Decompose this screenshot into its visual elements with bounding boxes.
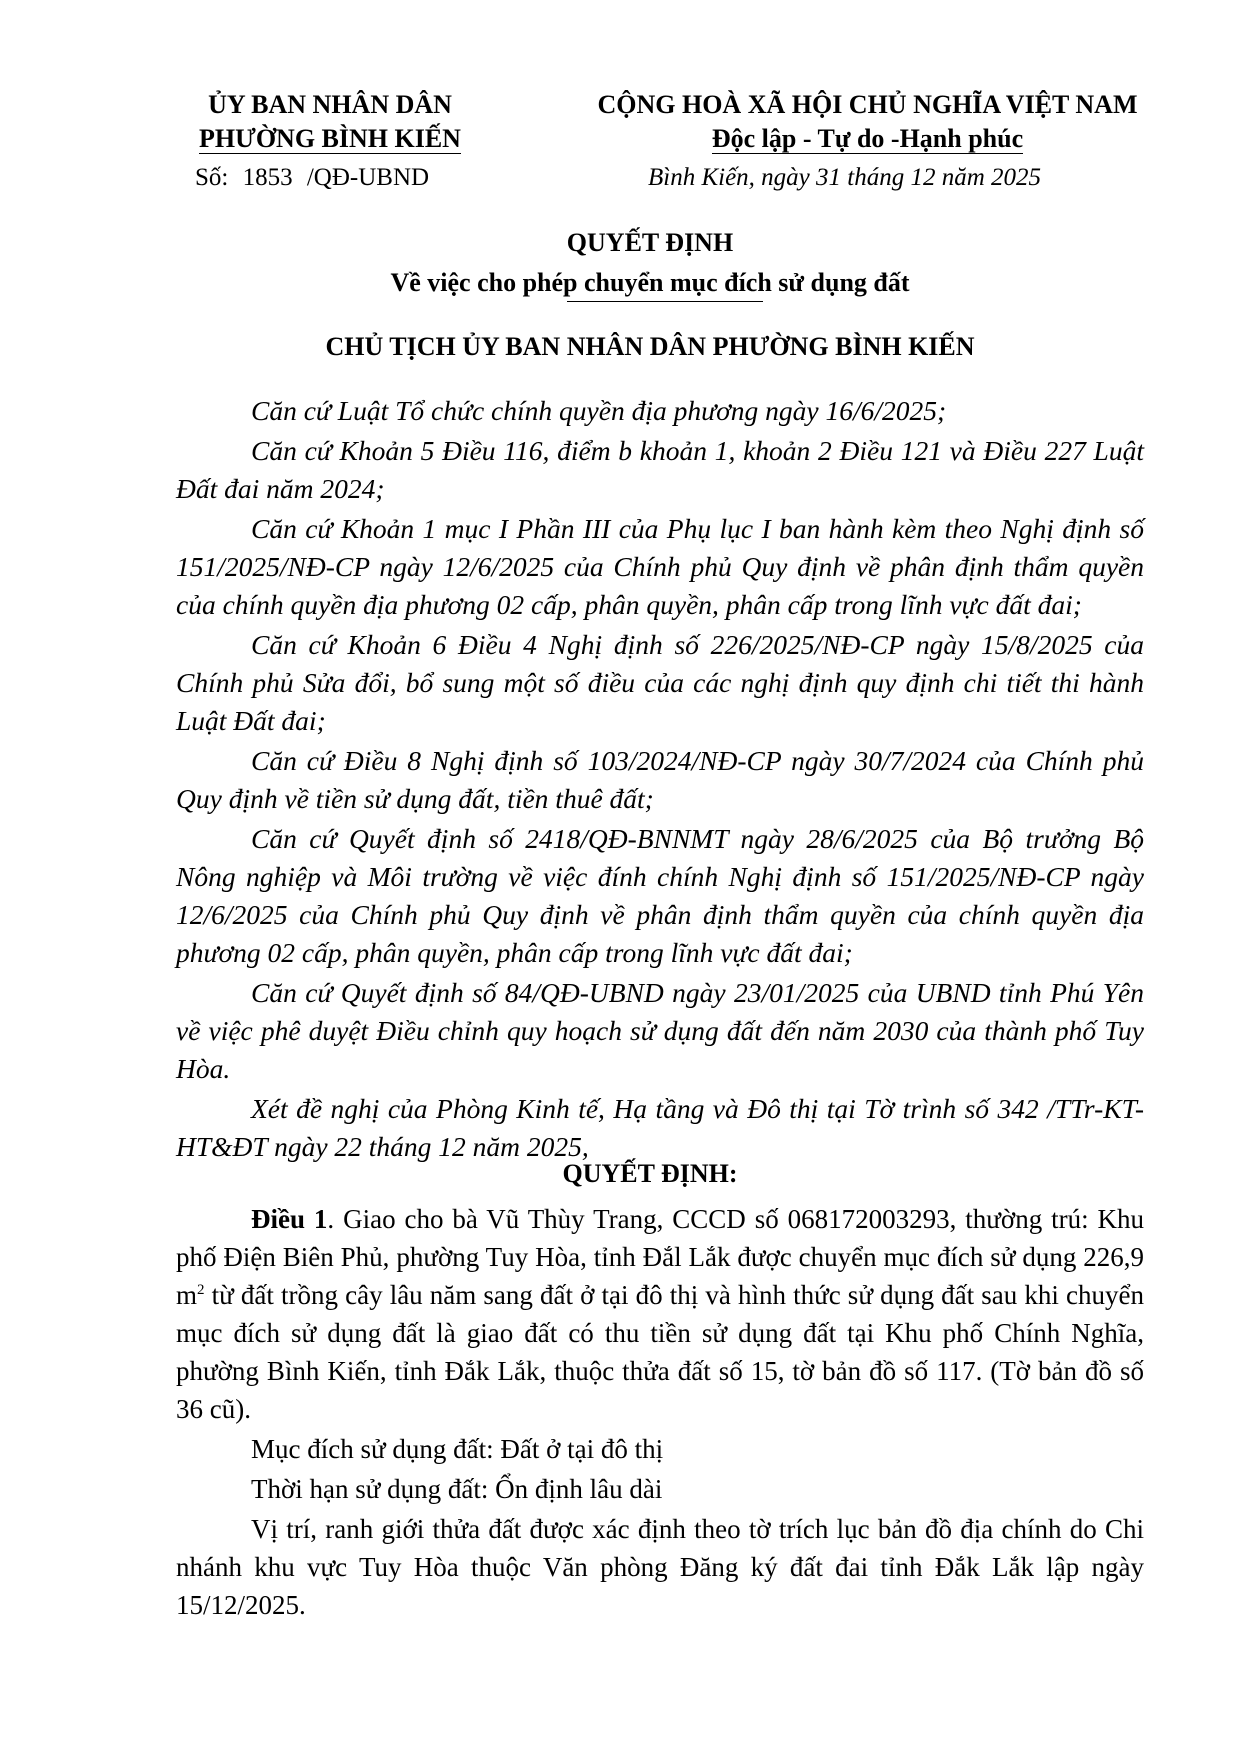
document-title: QUYẾT ĐỊNH (566, 228, 734, 257)
authority-line-2: PHƯỜNG BÌNH KIẾN (199, 124, 461, 153)
issue-date: Bình Kiến, ngày 31 tháng 12 năm 2025 (648, 164, 1042, 191)
authority-line-1: ỦY BAN NHÂN DÂN (208, 90, 452, 119)
land-use-term: Thời hạn sử dụng đất: Ổn định lâu dài (251, 1474, 663, 1504)
number-value: 1853 (242, 164, 293, 191)
document-subject: Về việc cho phép chuyển mục đích sử dụng đất (390, 268, 910, 297)
legal-bases (176, 392, 1144, 1166)
parcel-location: Vị trí, ranh giới thửa đất được xác định theo tờ trích lục bản đồ địa chính do Chi nhánh khu vực Tuy Hòa thuộc Văn phòng Đăng ký đất đai tỉnh Đắk Lắk lập ngày 15/12/2025. (176, 1514, 1144, 1620)
article-1 (176, 1200, 1144, 1428)
legal-basis-2: Căn cứ Khoản 5 Điều 116, điểm b khoản 1, khoản 2 Điều 121 và Điều 227 Luật Đất đai năm 2024; (176, 435, 1144, 504)
signing-authority: CHỦ TỊCH ỦY BAN NHÂN DÂN PHƯỜNG BÌNH KIẾN (325, 332, 975, 361)
decision-body (176, 1200, 1144, 1624)
legal-basis-7: Căn cứ Quyết định số 84/QĐ-UBND ngày 23/01/2025 của UBND tỉnh Phú Yên về việc phê duyệt Điều chỉnh quy hoạch sử dụng đất đến năm 2030 của thành phố Tuy Hòa. (176, 977, 1144, 1084)
article-1-text-a: . Giao cho bà Vũ Thùy Trang, CCCD số 068172003293, thường trú: Khu phố Điện Biên Phủ, phường Tuy Hòa, tỉnh Đắl Lắk được chuyển mục đích sử dụng 226,9 m (176, 1204, 1145, 1310)
legal-basis-8: Xét đề nghị của Phòng Kinh tế, Hạ tầng và Đô thị tại Tờ trình số 342 /TTr-KT-HT&ĐT ngày 22 tháng 12 năm 2025, (176, 1093, 1144, 1162)
decision-heading: QUYẾT ĐỊNH: (562, 1159, 738, 1188)
legal-basis-1: Căn cứ Luật Tổ chức chính quyền địa phương ngày 16/6/2025; (251, 395, 947, 426)
land-use-purpose: Mục đích sử dụng đất: Đất ở tại đô thị (251, 1434, 664, 1464)
article-1-label: Điều 1 (251, 1204, 328, 1234)
motto: Độc lập - Tự do -Hạnh phúc (711, 124, 1024, 153)
number-suffix: /QĐ-UBND (306, 164, 430, 191)
legal-basis-6: Căn cứ Quyết định số 2418/QĐ-BNNMT ngày 28/6/2025 của Bộ trưởng Bộ Nông nghiệp và Môi trường về việc đính chính Nghị định số 151/2025/NĐ-CP ngày 12/6/2025 của Chính phủ Quy định về phân định thẩm quyền của chính quyền địa phương 02 cấp, phân quyền, phân cấp trong lĩnh vực đất đai; (176, 823, 1144, 968)
document-number (195, 164, 429, 192)
country-name: CỘNG HOÀ XÃ HỘI CHỦ NGHĨA VIỆT NAM (597, 90, 1138, 119)
legal-basis-5: Căn cứ Điều 8 Nghị định số 103/2024/NĐ-CP ngày 30/7/2024 của Chính phủ Quy định về tiền sử dụng đất, tiền thuê đất; (176, 745, 1144, 814)
area-unit-superscript: 2 (197, 1282, 205, 1298)
number-label: Số: (195, 164, 229, 191)
legal-basis-3: Căn cứ Khoản 1 mục I Phần III của Phụ lục I ban hành kèm theo Nghị định số 151/2025/NĐ-CP ngày 12/6/2025 của Chính phủ Quy định về phân định thẩm quyền của chính quyền địa phương 02 cấp, phân quyền, phân cấp trong lĩnh vực đất đai; (176, 513, 1144, 620)
legal-basis-4: Căn cứ Khoản 6 Điều 4 Nghị định số 226/2025/NĐ-CP ngày 15/8/2025 của Chính phủ Sửa đổi, bổ sung một số điều của các nghị định quy định chi tiết thi hành Luật Đất đai; (176, 629, 1144, 736)
national-motto (555, 88, 1180, 156)
issuing-authority (150, 88, 510, 156)
subject-underline (567, 301, 763, 302)
article-1-text-b: từ đất trồng cây lâu năm sang đất ở tại đô thị và hình thức sử dụng đất sau khi chuyển mục đích sử dụng đất là giao đất có thu tiền sử dụng đất tại Khu phố Chính Nghĩa, phường Bình Kiến, tỉnh Đắk Lắk, thuộc thửa đất số 15, tờ bản đồ số 117. (Tờ bản đồ số 36 cũ). (176, 1280, 1144, 1424)
